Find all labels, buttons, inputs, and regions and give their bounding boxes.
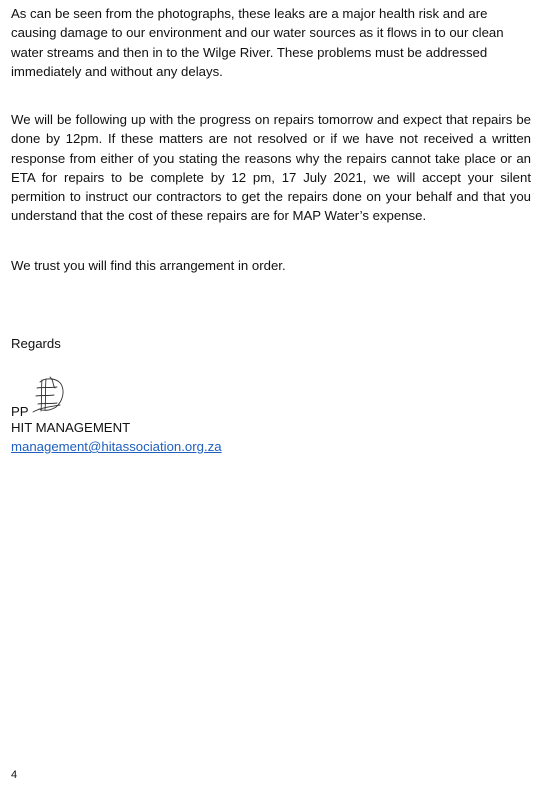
closing-regards: Regards xyxy=(11,336,61,351)
paragraph-repairs-followup: We will be following up with the progress on repairs tomorrow and expect that repairs be done by 12pm. If these matters are not resolved or if we have not received a written response from either of you stating the reasons why the repairs cannot take place or an ETA for repairs to be complete by 12 pm, 17 July 2021, we will accept your silent permition to instruct our contractors to get the repairs done on your behalf and that you understand that the cost of these repairs are for MAP Water’s expense. xyxy=(11,112,531,224)
organization-name: HIT MANAGEMENT xyxy=(11,420,131,435)
email-link[interactable]: management@hitassociation.org.za xyxy=(11,439,222,454)
paragraph-health-risk: As can be seen from the photographs, these leaks are a major health risk and are causing damage to our environment and our water sources as it flows in to our clean water streams and then in to the Wilge River. These problems must be addressed immediately and without any delays. xyxy=(11,6,504,79)
page-number: 4 xyxy=(11,769,18,781)
paragraph-trust: We trust you will find this arrangement in order. xyxy=(11,258,286,273)
signature-prefix: PP xyxy=(11,404,29,419)
